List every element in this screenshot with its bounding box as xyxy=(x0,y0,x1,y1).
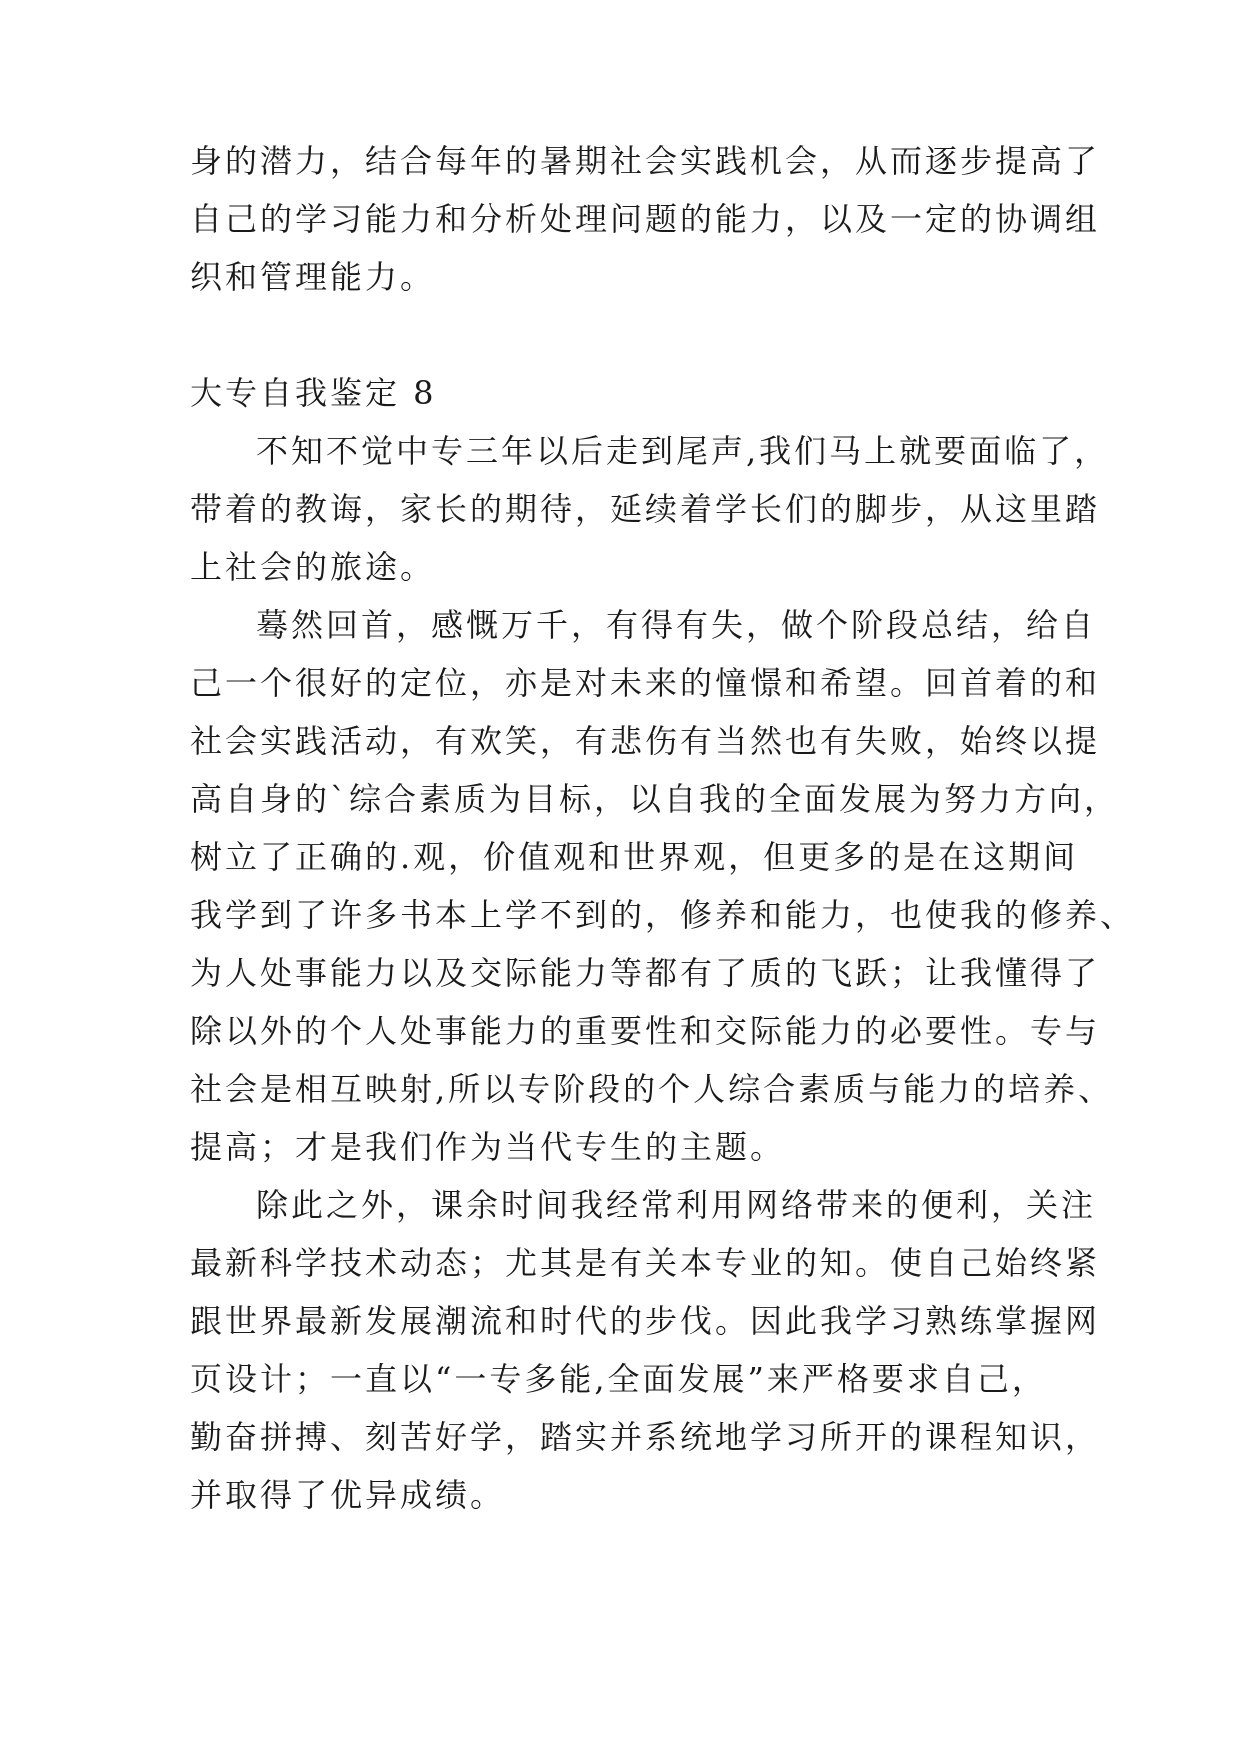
text-line: 最新科学技术动态；尤其是有关本专业的知。使自己始终紧 xyxy=(190,1244,1101,1282)
text-line: 社会实践活动，有欢笑，有悲伤有当然也有失败，始终以提 xyxy=(190,722,1101,760)
text-line: 社会是相互映射,所以专阶段的个人综合素质与能力的培养、 xyxy=(190,1070,1114,1108)
text-line: 提高；才是我们作为当代专生的主题。 xyxy=(190,1128,786,1166)
text-line: 上社会的旅途。 xyxy=(190,548,436,586)
text-line: 页设计；一直以“一专多能,全面发展”来严格要求自己， xyxy=(190,1360,1047,1398)
paragraph-1 xyxy=(190,422,1110,596)
text-line: 高自身的`综合素质为目标，以自我的全面发展为努力方向， xyxy=(190,780,1120,818)
text-line: 并取得了优异成绩。 xyxy=(190,1476,506,1514)
paragraph-gap xyxy=(190,306,1050,364)
section-heading: 大专自我鉴定 8 xyxy=(190,374,437,412)
text-line: 除以外的个人处事能力的重要性和交际能力的必要性。专与 xyxy=(190,1012,1101,1050)
text-line: 身的潜力，结合每年的暑期社会实践机会，从而逐步提高了 xyxy=(190,142,1101,180)
paragraph-3 xyxy=(190,1176,1101,1524)
text-line: 为人处事能力以及交际能力等都有了质的飞跃；让我懂得了 xyxy=(190,954,1101,992)
text-line: 自己的学习能力和分析处理问题的能力，以及一定的协调组 xyxy=(190,200,1101,238)
top-paragraph xyxy=(190,132,1101,306)
document-body xyxy=(190,132,1136,1524)
text-line: 蓦然回首，感慨万千，有得有失，做个阶段总结，给自 xyxy=(256,606,1097,644)
text-line: 勤奋拼搏、刻苦好学，踏实并系统地学习所开的课程知识， xyxy=(190,1418,1101,1456)
text-line: 跟世界最新发展潮流和时代的步伐。因此我学习熟练掌握网 xyxy=(190,1302,1101,1340)
text-line: 织和管理能力。 xyxy=(190,258,436,296)
text-line: 不知不觉中专三年以后走到尾声,我们马上就要面临了， xyxy=(256,432,1110,470)
text-line: 我学到了许多书本上学不到的，修养和能力，也使我的修养、 xyxy=(190,896,1136,934)
paragraph-2 xyxy=(190,596,1136,1176)
text-line: 除此之外，课余时间我经常利用网络带来的便利，关注 xyxy=(256,1186,1097,1224)
text-line: 带着的教诲，家长的期待，延续着学长们的脚步，从这里踏 xyxy=(190,490,1101,528)
text-line: 树立了正确的.观，价值观和世界观，但更多的是在这期间 xyxy=(190,838,1079,876)
text-line: 己一个很好的定位，亦是对未来的憧憬和希望。回首着的和 xyxy=(190,664,1101,702)
